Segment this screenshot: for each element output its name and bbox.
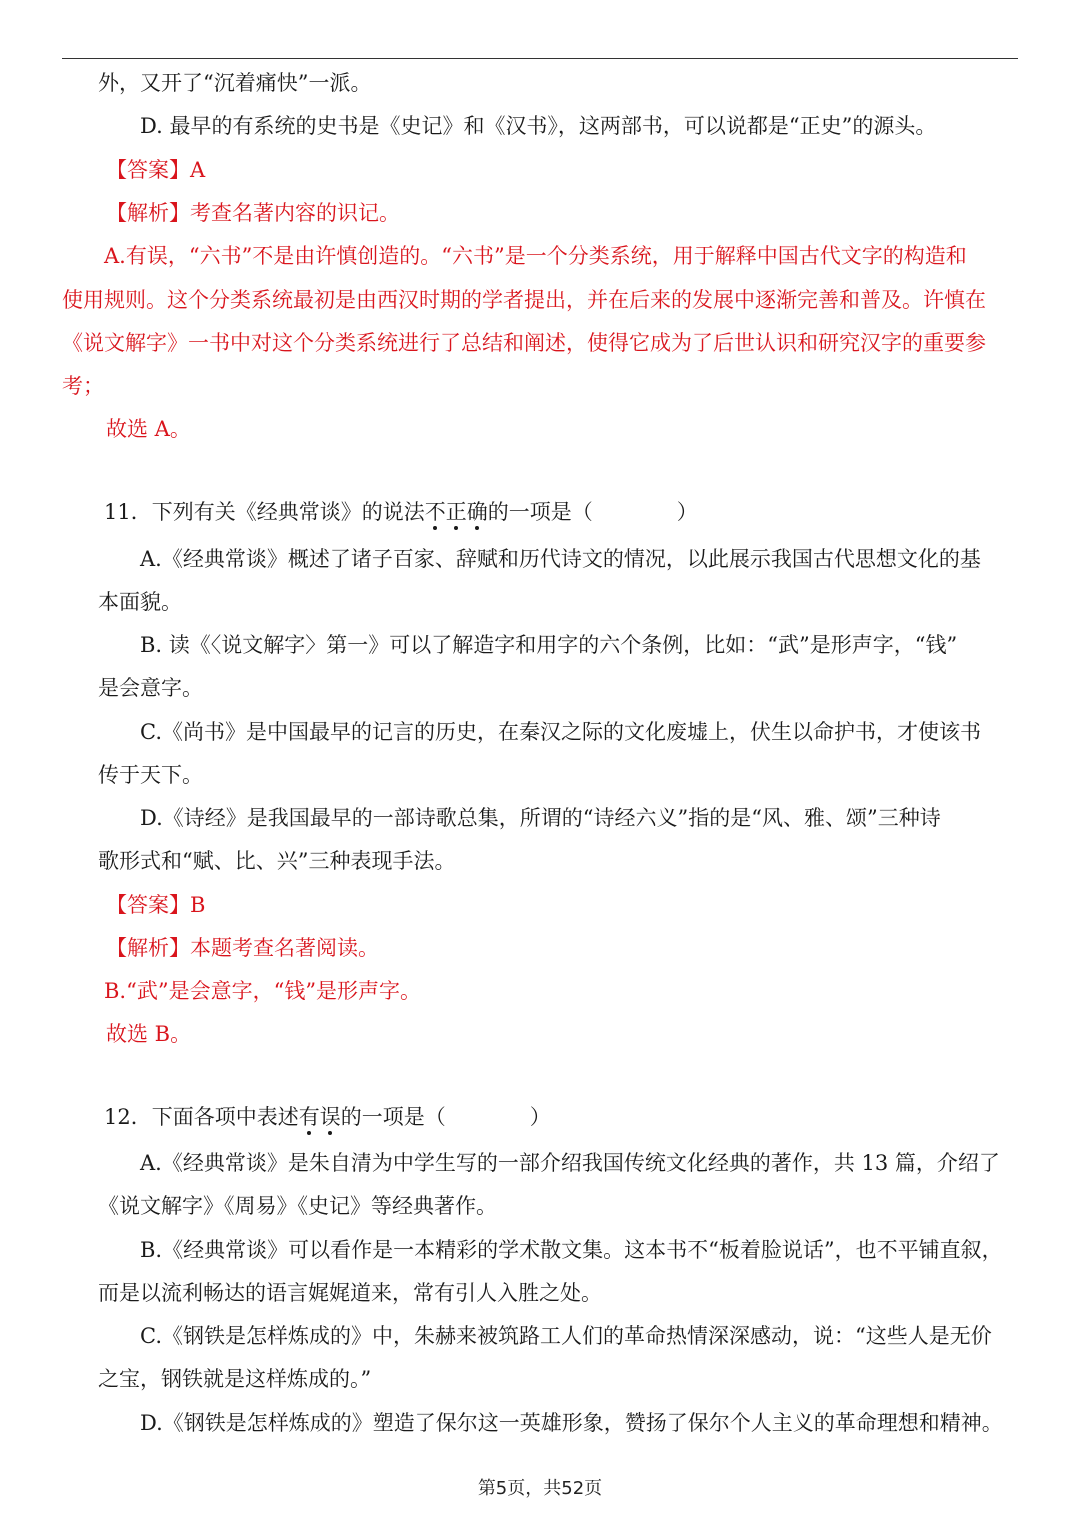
q11-option-b-cont: 是会意字。 bbox=[98, 676, 203, 700]
q10-analysis-label: 【解析】考查名著内容的识记。 bbox=[106, 201, 400, 225]
q12-stem-prefix: 12．下面各项中表述 bbox=[104, 1105, 299, 1129]
q11-option-d-cont: 歌形式和“赋、比、兴”三种表现手法。 bbox=[98, 849, 456, 873]
q11-analysis-line: B.“武”是会意字，“钱”是形声字。 bbox=[104, 979, 422, 1003]
q12-option-a-cont: 《说文解字》《周易》《史记》等经典著作。 bbox=[98, 1194, 497, 1218]
page-number-footer: 第5页，共52页 bbox=[477, 1478, 603, 1499]
q11-option-c: C.《尚书》是中国最早的记言的历史，在秦汉之际的文化废墟上，伏生以命护书，才使该书 bbox=[140, 720, 981, 744]
q12-option-b: B.《经典常谈》可以看作是一本精彩的学术散文集。这本书不“板着脸说话”，也不平铺直叙， bbox=[140, 1238, 1003, 1262]
q12-option-d: D.《钢铁是怎样炼成的》塑造了保尔这一英雄形象，赞扬了保尔个人主义的革命理想和精神。 bbox=[140, 1411, 1003, 1435]
q11-analysis-label: 【解析】本题考查名著阅读。 bbox=[106, 936, 379, 960]
q11-option-a: A.《经典常谈》概述了诸子百家、辞赋和历代诗文的情况，以此展示我国古代思想文化的基 bbox=[140, 547, 981, 571]
q10-analysis-line: 考； bbox=[62, 374, 104, 398]
q12-stem bbox=[104, 1102, 551, 1132]
q11-emphasis-char: 不 bbox=[424, 500, 446, 524]
q12-emphasis-char: 有 bbox=[298, 1105, 320, 1129]
q11-option-d: D.《诗经》是我国最早的一部诗歌总集，所谓的“诗经六义”指的是“风、雅、颂”三种诗 bbox=[140, 806, 941, 830]
q12-emphasis-char: 误 bbox=[319, 1105, 341, 1129]
q11-option-a-cont: 本面貌。 bbox=[98, 590, 182, 614]
q11-stem bbox=[104, 497, 698, 527]
q11-answer: 【答案】B bbox=[106, 893, 206, 917]
q11-option-b: B. 读《〈说文解字〉第一》可以了解造字和用字的六个条例，比如：“武”是形声字，“钱” bbox=[140, 633, 958, 657]
q10-analysis-line: A.有误，“六书”不是由许慎创造的。“六书”是一个分类系统，用于解释中国古代文字的构造和 bbox=[104, 244, 967, 268]
q11-stem-suffix: 的一项是（ ） bbox=[487, 500, 698, 524]
q11-choose: 故选 B。 bbox=[106, 1022, 192, 1046]
q12-option-a: A.《经典常谈》是朱自清为中学生写的一部介绍我国传统文化经典的著作，共 13 篇，介绍了 bbox=[140, 1151, 1000, 1175]
q12-option-b-cont: 而是以流利畅达的语言娓娓道来，常有引人入胜之处。 bbox=[98, 1281, 602, 1305]
q10-option-c-continuation: 外，又开了“沉着痛快”一派。 bbox=[98, 71, 372, 95]
q11-emphasis-char: 确 bbox=[466, 500, 488, 524]
header-rule bbox=[62, 58, 1018, 59]
q11-stem-prefix: 11．下列有关《经典常谈》的说法 bbox=[104, 500, 425, 524]
q10-answer: 【答案】A bbox=[106, 158, 206, 182]
q12-stem-suffix: 的一项是（ ） bbox=[340, 1105, 551, 1129]
q12-option-c: C.《钢铁是怎样炼成的》中，朱赫来被筑路工人们的革命热情深深感动，说：“这些人是无价 bbox=[140, 1324, 992, 1348]
q11-emphasis-char: 正 bbox=[445, 500, 467, 524]
q10-analysis-line: 使用规则。这个分类系统最初是由西汉时期的学者提出，并在后来的发展中逐渐完善和普及。许慎在 bbox=[62, 288, 986, 312]
q10-choose: 故选 A。 bbox=[106, 417, 191, 441]
q11-option-c-cont: 传于天下。 bbox=[98, 763, 203, 787]
q10-analysis-line: 《说文解字》一书中对这个分类系统进行了总结和阐述，使得它成为了后世认识和研究汉字的重要参 bbox=[62, 331, 986, 355]
q10-option-d: D. 最早的有系统的史书是《史记》和《汉书》，这两部书，可以说都是“正史”的源头。 bbox=[140, 114, 937, 138]
q12-option-c-cont: 之宝，钢铁就是这样炼成的。” bbox=[98, 1367, 372, 1391]
